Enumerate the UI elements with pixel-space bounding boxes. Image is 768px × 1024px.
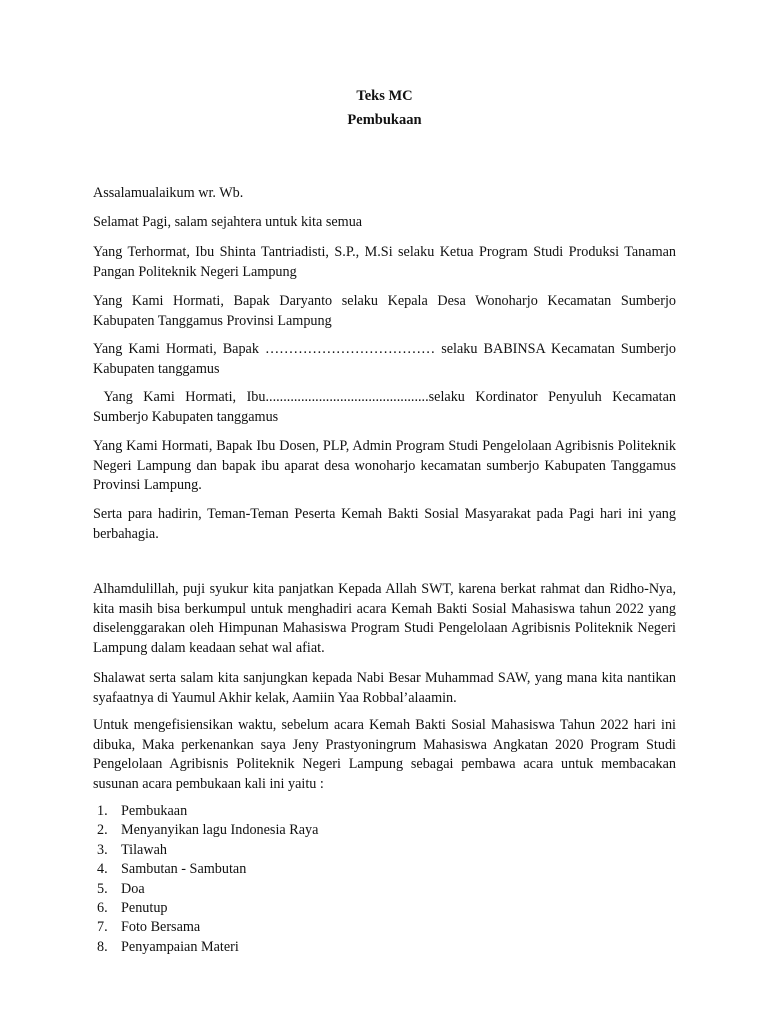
salutation-paragraph: Selamat Pagi, salam sejahtera untuk kita semua bbox=[93, 214, 363, 230]
list-text: Penutup bbox=[121, 899, 168, 916]
list-text: Foto Bersama bbox=[121, 919, 201, 936]
list-item bbox=[93, 841, 676, 860]
list-number: 5. bbox=[97, 880, 108, 897]
honorific-kepala-desa-paragraph: Yang Kami Hormati, Bapak Daryanto selaku Kepala Desa Wonoharjo Kecamatan Sumberjo Kabupaten Tanggamus Provinsi Lampung bbox=[93, 293, 676, 329]
list-number: 7. bbox=[97, 919, 108, 936]
list-text: Penyampaian Materi bbox=[121, 938, 239, 955]
list-number: 1. bbox=[97, 803, 108, 819]
list-text: Doa bbox=[121, 880, 145, 897]
introduction-paragraph: Untuk mengefisiensikan waktu, sebelum acara Kemah Bakti Sosial Mahasiswa Tahun 2022 hari ini dibuka, Maka perkenankan saya Jeny Prastyoningrum Mahasiswa Angkatan 2020 Program Studi Pengelolaan Agribisnis Politeknik Negeri Lampung sebagai pembawa acara untuk membacakan susunan acara pembukaan kali ini yaitu : bbox=[93, 717, 676, 792]
shalawat-paragraph: Shalawat serta salam kita sanjungkan kepada Nabi Besar Muhammad SAW, yang mana kita nantikan syafaatnya di Yaumul Akhir kelak, Aamiin Yaa Robbal’alaamin. bbox=[93, 670, 676, 706]
list-item bbox=[93, 880, 676, 899]
document-subtitle: Pembukaan bbox=[347, 112, 422, 128]
list-number: 6. bbox=[97, 899, 108, 916]
audience-paragraph: Serta para hadirin, Teman-Teman Peserta Kemah Bakti Sosial Masyarakat pada Pagi hari ini yang berbahagia. bbox=[93, 506, 676, 542]
list-text: Sambutan - Sambutan bbox=[121, 861, 247, 878]
list-item bbox=[93, 938, 676, 957]
list-text: Pembukaan bbox=[121, 803, 188, 819]
honorific-ketua-paragraph: Yang Terhormat, Ibu Shinta Tantriadisti, S.P., M.Si selaku Ketua Program Studi Produksi Tanaman Pangan Politeknik Negeri Lampung bbox=[93, 244, 676, 280]
document-title: Teks MC bbox=[356, 88, 413, 104]
list-text: Menyanyikan lagu Indonesia Raya bbox=[121, 822, 319, 839]
list-number: 8. bbox=[97, 938, 108, 955]
list-item bbox=[93, 802, 676, 821]
gratitude-paragraph: Alhamdulillah, puji syukur kita panjatkan Kepada Allah SWT, karena berkat rahmat dan Ridho-Nya, kita masih bisa berkumpul untuk menghadiri acara Kemah Bakti Sosial Mahasiswa tahun 2022 yang diselenggarakan oleh Himpunan Mahasiswa Program Studi Pengelolaan Agribisnis Politeknik Negeri Lampung dalam keadaan sehat wal afiat. bbox=[93, 581, 676, 656]
list-number: 4. bbox=[97, 861, 108, 878]
list-item bbox=[93, 860, 676, 879]
list-number: 2. bbox=[97, 822, 108, 839]
greeting-paragraph: Assalamualaikum wr. Wb. bbox=[93, 185, 244, 201]
list-item bbox=[93, 918, 676, 937]
list-item bbox=[93, 821, 676, 840]
honorific-dosen-paragraph: Yang Kami Hormati, Bapak Ibu Dosen, PLP, Admin Program Studi Pengelolaan Agribisnis Politeknik Negeri Lampung dan bapak ibu aparat desa wonoharjo kecamatan sumberjo Kabupaten Tanggamus Provinsi Lampung. bbox=[93, 438, 676, 493]
list-text: Tilawah bbox=[121, 841, 167, 858]
list-item bbox=[93, 899, 676, 918]
list-number: 3. bbox=[97, 841, 108, 858]
honorific-penyuluh-paragraph: Yang Kami Hormati, Ibu..............................................selaku Kordinator Penyuluh Kecamatan Sumberjo Kabupaten tanggamus bbox=[93, 389, 680, 425]
honorific-babinsa-paragraph: Yang Kami Hormati, Bapak ……………………………… selaku BABINSA Kecamatan Sumberjo Kabupaten tanggamus bbox=[93, 341, 676, 377]
agenda-list bbox=[93, 802, 676, 957]
